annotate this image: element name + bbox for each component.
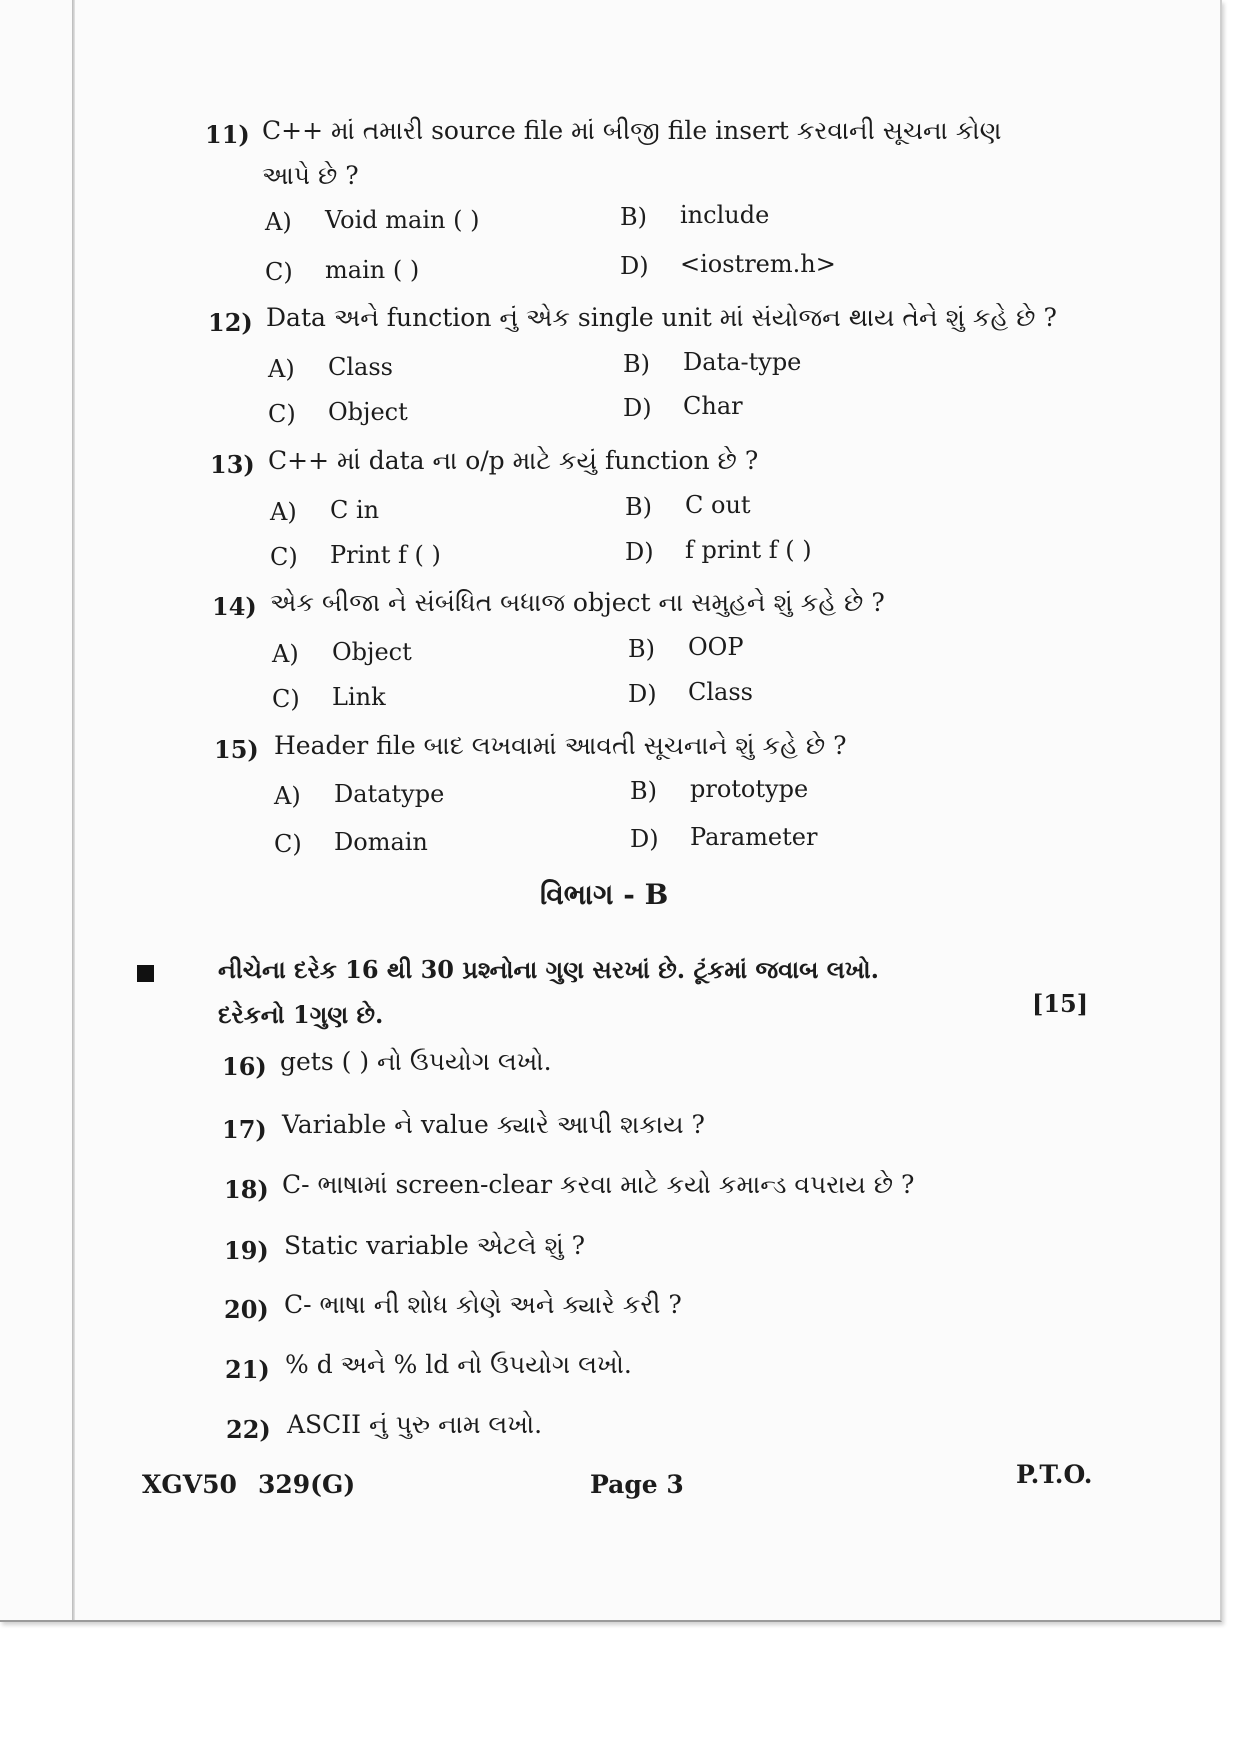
question-text: ASCII નું પુરુ નામ લખો. — [287, 1410, 543, 1439]
section-title: વિભાગ - B — [540, 878, 669, 911]
question-number: 11) — [205, 120, 250, 149]
question-number: 19) — [224, 1236, 269, 1265]
option-value: prototype — [690, 775, 809, 803]
option-key: B) — [630, 777, 657, 805]
option-key: C) — [268, 400, 296, 428]
question-text: એક બીજા ને સંબંધિત બધાજ object ના સમુહને શું કહે છે ? — [270, 588, 885, 617]
option-value: Class — [328, 353, 393, 381]
option-value: Class — [688, 678, 753, 706]
footer-code: XGV50 — [142, 1470, 237, 1499]
option-key: C) — [272, 685, 300, 713]
question-number: 20) — [224, 1295, 269, 1324]
option-value: f print f ( ) — [685, 536, 812, 564]
option-value: include — [680, 201, 770, 229]
option-value: C in — [330, 496, 380, 524]
question-number: 12) — [208, 308, 253, 337]
question-text-cont: આપે છે ? — [262, 161, 359, 190]
question-text: Data અને function નું એક single unit માં સંયોજન થાય તેને શું કહે છે ? — [266, 303, 1057, 332]
option-key: A) — [272, 640, 299, 668]
question-text: gets ( ) નો ઉપયોગ લખો. — [280, 1047, 552, 1076]
question-number: 21) — [225, 1355, 270, 1384]
option-key: C) — [274, 830, 302, 858]
option-value: Data-type — [683, 348, 802, 376]
option-value: Print f ( ) — [330, 541, 441, 569]
option-key: D) — [628, 680, 657, 708]
question-text: Header file બાદ લખવામાં આવતી સૂચનાને શું કહે છે ? — [274, 731, 847, 760]
question-number: 13) — [210, 450, 255, 479]
question-text: Variable ને value ક્યારે આપી શકાય ? — [282, 1110, 705, 1139]
option-value: Domain — [334, 828, 428, 856]
footer-page-number: Page 3 — [590, 1470, 684, 1499]
page-edge-shadow — [72, 0, 75, 1620]
option-key: D) — [620, 252, 649, 280]
option-key: B) — [625, 493, 652, 521]
question-text: % d અને % ld નો ઉપયોગ લખો. — [285, 1350, 632, 1379]
option-value: C out — [685, 491, 751, 519]
option-value: Parameter — [690, 823, 818, 851]
option-key: A) — [265, 208, 292, 236]
option-key: D) — [625, 538, 654, 566]
option-key: D) — [623, 394, 652, 422]
section-instruction-cont: દરેકનો 1ગુણ છે. — [218, 1000, 384, 1029]
option-key: D) — [630, 825, 659, 853]
question-number: 22) — [226, 1415, 271, 1444]
option-key: C) — [270, 543, 298, 571]
section-marks: [15] — [1032, 989, 1089, 1018]
option-value: main ( ) — [325, 256, 420, 284]
option-value: Object — [328, 398, 408, 426]
footer-pto: P.T.O. — [1016, 1460, 1093, 1489]
option-key: A) — [268, 355, 295, 383]
option-key: A) — [270, 498, 297, 526]
option-key: B) — [623, 350, 650, 378]
question-text: C- ભાષામાં screen-clear કરવા માટે કયો કમાન્ડ વપરાય છે ? — [282, 1170, 915, 1199]
option-key: B) — [620, 203, 647, 231]
option-value: <iostrem.h> — [680, 250, 836, 278]
option-value: OOP — [688, 633, 744, 661]
option-key: C) — [265, 258, 293, 286]
question-text: C++ માં data ના o/p માટે કયું function છે ? — [268, 446, 759, 475]
question-number: 16) — [222, 1052, 267, 1081]
option-value: Datatype — [334, 780, 445, 808]
footer-paper-code: 329(G) — [258, 1470, 356, 1499]
question-number: 14) — [212, 592, 257, 621]
option-key: B) — [628, 635, 655, 663]
option-key: A) — [274, 782, 301, 810]
option-value: Link — [332, 683, 386, 711]
option-value: Char — [683, 392, 743, 420]
section-instruction: નીચેના દરેક 16 થી 30 પ્રશ્નોના ગુણ સરખાં છે. ટૂંકમાં જવાબ લખો. — [218, 955, 879, 984]
question-number: 17) — [222, 1115, 267, 1144]
question-number: 15) — [214, 735, 259, 764]
option-value: Void main ( ) — [325, 206, 480, 234]
question-text: C- ભાષા ની શોધ કોણે અને ક્યારે કરી ? — [284, 1290, 682, 1319]
question-number: 18) — [224, 1175, 269, 1204]
option-value: Object — [332, 638, 412, 666]
bullet-square-icon — [137, 965, 154, 982]
question-text: C++ માં તમારી source file માં બીજી file insert કરવાની સૂચના કોણ — [262, 116, 1002, 145]
question-text: Static variable એટલે શું ? — [284, 1231, 586, 1260]
